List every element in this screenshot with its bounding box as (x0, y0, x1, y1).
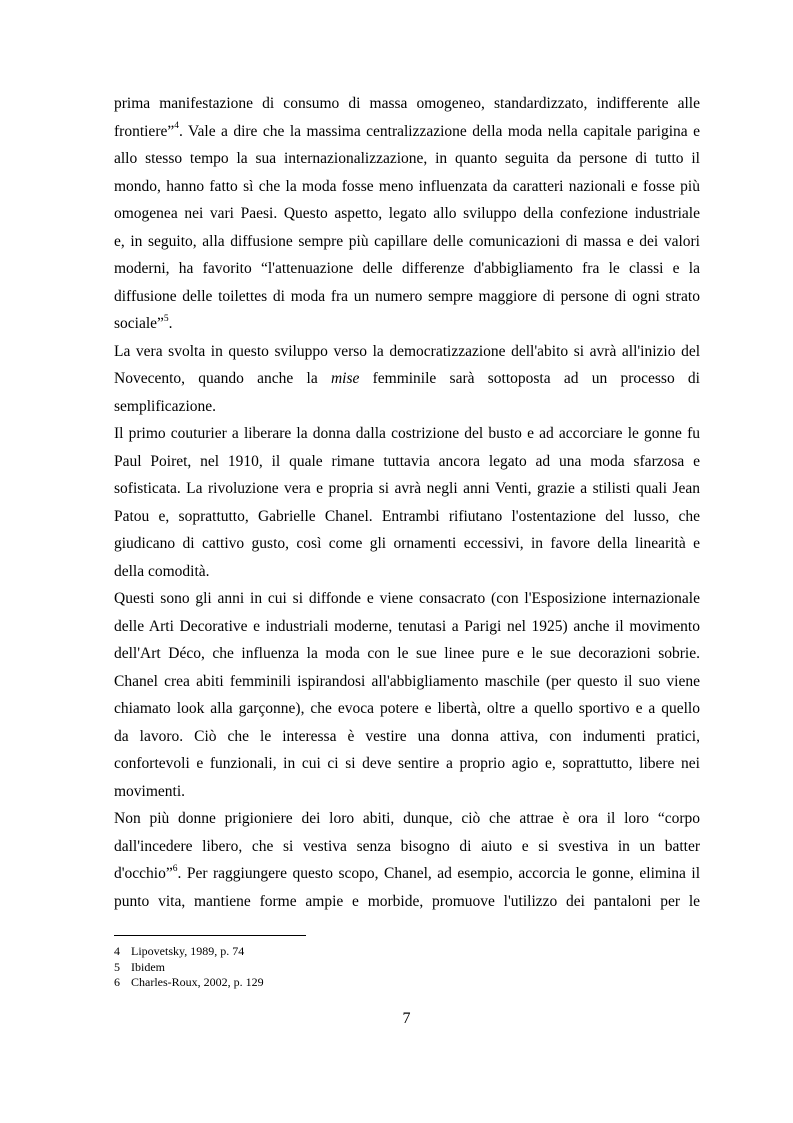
text-line (114, 118, 700, 146)
paragraph (114, 420, 700, 585)
text-run: Patou e, soprattutto, Gabrielle Chanel. Entrambi rifiutano l'ostentazione del lusso, che (114, 507, 700, 525)
text-run: Non più donne prigioniere dei loro abiti, dunque, ciò che attrae è ora il loro “corpo (114, 810, 700, 827)
text-run: femminile sarà sottoposta ad un processo di (359, 370, 700, 387)
text-run: . Per raggiungere questo scopo, Chanel, ad esempio, accorcia le gonne, elimina il (177, 865, 700, 882)
text-run: della comodità. (114, 562, 210, 580)
footnotes (114, 944, 514, 991)
text-run: . Vale a dire che la massima centralizzazione della moda nella capitale parigina e (179, 122, 700, 140)
text-line (114, 723, 700, 751)
text-line (114, 530, 700, 558)
text-line (114, 695, 700, 723)
text-run: dall'incedere libero, che si vestiva senza bisogno di aiuto e si svestiva in un batter (114, 837, 700, 855)
text-line (114, 200, 700, 228)
text-line (114, 228, 700, 256)
text-run: prima manifestazione di consumo di massa omogeneo, standardizzato, indifferente alle (114, 95, 700, 112)
text-run: da lavoro. Ciò che le interessa è vestire una donna attiva, con indumenti pratici, (114, 727, 700, 745)
text-line (114, 173, 700, 201)
text-line (114, 778, 700, 806)
paragraph (114, 90, 700, 338)
text-line (114, 805, 700, 833)
paragraph (114, 805, 700, 915)
footnote-text: Ibidem (131, 959, 165, 974)
text-run: giudicano di cattivo gusto, così come gli ornamenti eccessivi, in favore della linearità e (114, 535, 700, 552)
text-run: movimenti. (114, 782, 186, 800)
text-run: mondo, hanno fatto sì che la moda fosse meno influenzata da caratteri nazionali e fosse più (114, 177, 700, 195)
text-run: La vera svolta in questo sviluppo verso la democratizzazione dell'abito si avrà all'inizio del (114, 342, 700, 360)
text-line (114, 255, 700, 283)
footnote-reference: 6 (172, 863, 178, 874)
footnote-separator (114, 935, 306, 936)
text-run: semplificazione. (114, 397, 216, 415)
text-line (114, 503, 700, 531)
text-run: . (168, 315, 173, 332)
text-line (114, 283, 700, 311)
paragraph (114, 585, 700, 805)
body-text (114, 90, 700, 915)
footnote-reference: 4 (174, 121, 179, 132)
text-line (114, 833, 700, 861)
footnote-number: 6 (114, 975, 120, 989)
text-run: Paul Poiret, nel 1910, il quale rimane tuttavia ancora legato ad una moda sfarzosa e (114, 452, 700, 470)
text-line (114, 365, 700, 393)
footnote-reference: 5 (163, 313, 169, 324)
text-line (114, 393, 700, 421)
text-line (114, 420, 700, 448)
text-run: allo stesso tempo la sua internazionalizzazione, in quanto seguita da persone di tutto il (114, 150, 700, 167)
text-run: e, in seguito, alla diffusione sempre più capillare delle comunicazioni di massa e dei valori (114, 232, 700, 250)
text-line (114, 475, 700, 503)
text-run: omogenea nei vari Paesi. Questo aspetto, legato allo sviluppo della confezione industriale (114, 205, 700, 222)
paragraph (114, 338, 700, 421)
text-run: Chanel crea abiti femminili ispirandosi all'abbigliamento maschile (per questo il suo viene (114, 672, 700, 690)
footnote-number: 4 (114, 944, 120, 958)
text-line (114, 640, 700, 668)
text-run: frontiere” (114, 122, 175, 140)
text-run: delle Arti Decorative e industriali moderne, tenutasi a Parigi nel 1925) anche il movimento (114, 617, 700, 635)
footnote (114, 944, 514, 960)
text-line (114, 668, 700, 696)
text-run: Novecento, quando anche la (114, 370, 331, 387)
text-run: moderni, ha favorito “l'attenuazione delle differenze d'abbigliamento fra le classi e la (114, 260, 700, 277)
text-run: diffusione delle toilettes di moda fra un numero sempre maggiore di persone di ogni strato (114, 287, 700, 305)
text-run: sociale” (114, 315, 164, 332)
text-run: punto vita, mantiene forme ampie e morbide, promuove l'utilizzo dei pantaloni per le (114, 892, 700, 910)
text-line (114, 888, 700, 916)
text-line (114, 145, 700, 173)
text-line (114, 613, 700, 641)
text-line (114, 90, 700, 118)
footnote (114, 975, 514, 991)
text-line (114, 558, 700, 586)
text-line (114, 750, 700, 778)
text-line (114, 585, 700, 613)
text-line (114, 338, 700, 366)
text-run: dell'Art Déco, che influenza la moda con le sue linee pure e le sue decorazioni sobrie. (114, 645, 700, 662)
text-run: chiamato look alla garçonne), che evoca potere e libertà, oltre a quello sportivo e a quello (114, 700, 700, 717)
footnote-text: Charles-Roux, 2002, p. 129 (131, 975, 264, 989)
text-run: Il primo couturier a liberare la donna dalla costrizione del busto e ad accorciare le gonne fu (114, 425, 700, 442)
page-number: 7 (402, 1010, 411, 1027)
emphasized-text: mise (330, 370, 360, 387)
text-line (114, 448, 700, 476)
text-line (114, 310, 700, 338)
text-run: sofisticata. La rivoluzione vera e propria si avrà negli anni Venti, grazie a stilisti quali Jean (114, 480, 700, 497)
footnote-number: 5 (114, 959, 120, 974)
footnote-text: Lipovetsky, 1989, p. 74 (131, 944, 245, 958)
text-run: Questi sono gli anni in cui si diffonde e viene consacrato (con l'Esposizione internazionale (114, 590, 700, 607)
text-run: confortevoli e funzionali, in cui ci si deve sentire a proprio agio e, soprattutto, libere nei (114, 755, 700, 772)
footnote (114, 960, 514, 976)
text-line (114, 860, 700, 888)
text-run: d'occhio” (114, 865, 173, 882)
